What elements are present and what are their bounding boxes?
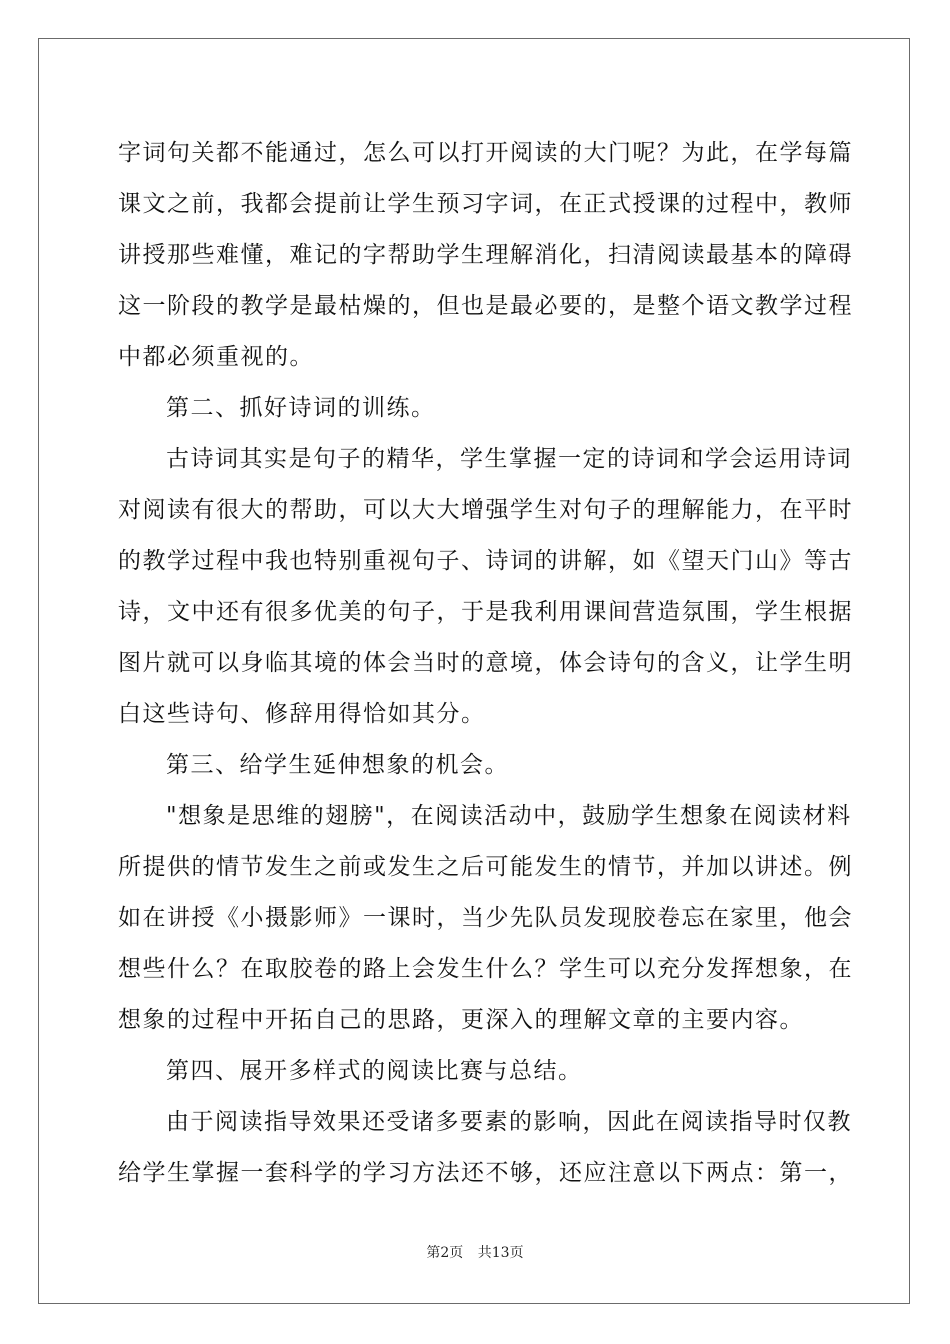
text-line: 诗，文中还有很多优美的句子，于是我利用课间营造氛围，学生根据 — [118, 599, 853, 625]
text-line: 对阅读有很大的帮助，可以大大增强学生对句子的理解能力，在平时 — [118, 497, 853, 523]
text-line: 所提供的情节发生之前或发生之后可能发生的情节，并加以讲述。例 — [118, 854, 853, 880]
page-total: 共13页 — [477, 1245, 524, 1261]
text-line: 第四、展开多样式的阅读比赛与总结。 — [166, 1058, 583, 1084]
text-line: 想些什么？在取胶卷的路上会发生什么？学生可以充分发挥想象，在 — [118, 956, 853, 982]
text-line: 这一阶段的教学是最枯燥的，但也是最必要的，是整个语文教学过程 — [118, 293, 853, 319]
text-line: 第三、给学生延伸想象的机会。 — [166, 752, 509, 778]
text-line: 第二、抓好诗词的训练。 — [166, 395, 436, 421]
document-body — [118, 128, 853, 1199]
page-number: 第2页 — [426, 1245, 464, 1261]
text-line: 讲授那些难懂，难记的字帮助学生理解消化，扫清阅读最基本的障碍 — [118, 242, 853, 268]
text-line: 给学生掌握一套科学的学习方法还不够，还应注意以下两点：第一， — [118, 1160, 853, 1186]
text-line: 白这些诗句、修辞用得恰如其分。 — [118, 701, 486, 727]
text-line: 图片就可以身临其境的体会当时的意境，体会诗句的含义，让学生明 — [118, 650, 853, 676]
text-line: 中都必须重视的。 — [118, 344, 314, 370]
text-line: 课文之前，我都会提前让学生预习字词，在正式授课的过程中，教师 — [118, 191, 853, 217]
text-line: 的教学过程中我也特别重视句子、诗词的讲解，如《望天门山》等古 — [118, 548, 853, 574]
text-line: 古诗词其实是句子的精华，学生掌握一定的诗词和学会运用诗词 — [166, 446, 852, 472]
page-footer — [0, 1242, 950, 1262]
text-line: 想象的过程中开拓自己的思路，更深入的理解文章的主要内容。 — [118, 1007, 804, 1033]
text-line: 字词句关都不能通过，怎么可以打开阅读的大门呢？为此，在学每篇 — [118, 140, 853, 166]
text-line: "想象是思维的翅膀"，在阅读活动中，鼓励学生想象在阅读材料 — [166, 803, 852, 829]
text-line: 由于阅读指导效果还受诸多要素的影响，因此在阅读指导时仅教 — [166, 1109, 852, 1135]
text-line: 如在讲授《小摄影师》一课时，当少先队员发现胶卷忘在家里，他会 — [118, 905, 853, 931]
